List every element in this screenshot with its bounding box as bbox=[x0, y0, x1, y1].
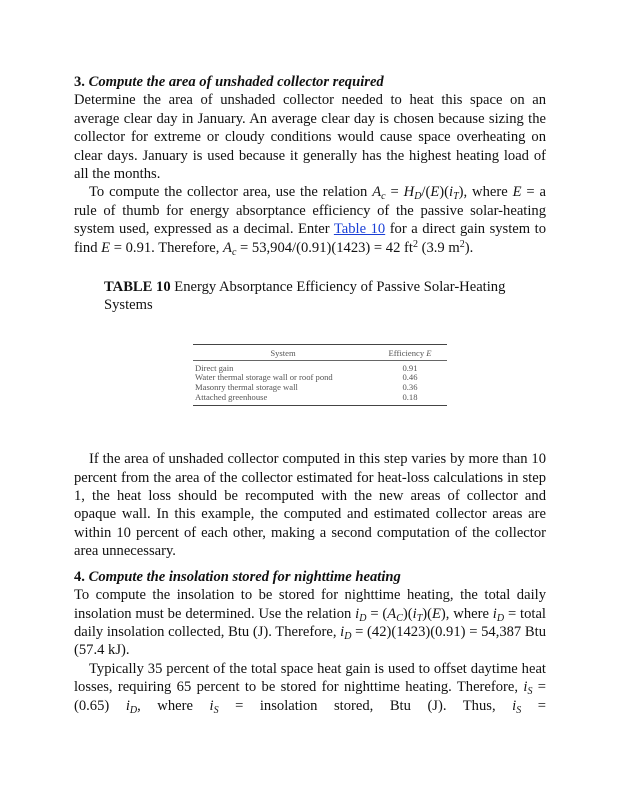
text-segment: c bbox=[381, 191, 386, 203]
text-segment: for a direct gain system to find bbox=[74, 221, 546, 256]
efficiency-table bbox=[193, 344, 447, 406]
text-segment: c bbox=[231, 246, 237, 258]
text-segment: )( bbox=[439, 184, 449, 201]
para-2 bbox=[74, 183, 546, 257]
system-cell: Water thermal storage wall or roof pond bbox=[195, 372, 333, 383]
text-segment: i bbox=[355, 605, 360, 622]
text-segment: = bbox=[521, 697, 546, 714]
text-segment: S bbox=[213, 704, 219, 716]
table-row bbox=[193, 393, 447, 406]
para-1 bbox=[74, 91, 546, 183]
text-segment: A bbox=[387, 605, 397, 622]
efficiency-cell: 0.46 bbox=[402, 372, 418, 383]
text-segment: S bbox=[516, 704, 522, 716]
text-segment: )( bbox=[422, 605, 432, 622]
text-segment: D bbox=[496, 612, 505, 624]
text-segment: = insolation stored, Btu (J). Thus, bbox=[218, 697, 513, 714]
text-segment: C bbox=[396, 612, 403, 624]
text-segment: To compute the collector area, use the relation bbox=[89, 184, 373, 201]
text-segment: A bbox=[223, 239, 232, 256]
text-segment: = bbox=[385, 184, 404, 201]
text-segment: If the area of unshaded collector computed in this step varies by more than 10 percent from the area of the collector estimated for heat-loss calculations in step 1, the heat loss should be recomputed with the new areas of collector and opaque wall. In this example, the computed and estimated collector areas are within 10 percent of each other, making a second computation of the collector area unnecessary. bbox=[74, 451, 546, 560]
text-segment: i bbox=[340, 623, 345, 640]
text-segment: i bbox=[412, 605, 417, 622]
text-segment: H bbox=[403, 184, 415, 201]
para-4 bbox=[74, 586, 546, 660]
col-system: System bbox=[270, 347, 296, 358]
text-segment: = 0.91. Therefore, bbox=[110, 239, 224, 256]
table-caption bbox=[104, 278, 546, 315]
heading-4 bbox=[74, 568, 546, 586]
efficiency-cell: 0.91 bbox=[402, 362, 418, 373]
text-segment: i bbox=[492, 605, 497, 622]
text-segment: = a rule of thumb for energy absorptance efficiency of the passive solar-heating system used, expressed as a decimal. Enter bbox=[74, 184, 546, 238]
text-segment: = (42)(1423)(0.91) = 54,387 Btu (57.4 kJ). bbox=[74, 623, 546, 659]
table-caption-text: Energy Absorptance Efficiency of Passive Solar-Heating Systems bbox=[104, 279, 506, 314]
text-segment: E bbox=[431, 605, 441, 622]
text-segment: D bbox=[129, 704, 138, 716]
text-segment: Compute the area of unshaded collector required bbox=[84, 74, 384, 90]
text-segment: D bbox=[359, 612, 367, 624]
text-segment: i bbox=[523, 679, 528, 696]
para-5 bbox=[74, 660, 546, 715]
text-segment: E bbox=[512, 184, 522, 201]
text-segment: = total daily insolation collected, Btu (J). Therefore, bbox=[74, 605, 546, 640]
text-segment: E bbox=[101, 239, 111, 256]
text-segment: , where bbox=[137, 697, 210, 714]
efficiency-cell: 0.36 bbox=[402, 382, 418, 393]
text-segment: S bbox=[527, 686, 533, 698]
col-efficiency bbox=[373, 344, 447, 360]
text-segment: ). bbox=[464, 239, 474, 256]
system-cell: Attached greenhouse bbox=[195, 391, 268, 402]
text-segment: Determine the area of unshaded collector needed to heat this space on an average clear day in January. An average clear day is chosen because sizing the collector for extreme or cloudy conditions would cause space overheating on clear days. January is used because it generally has the highest heating load of all the months. bbox=[74, 92, 546, 183]
text-segment: To compute the insolation to be stored for nighttime heating, the total daily insolation must be determined. Use the relation bbox=[74, 587, 546, 622]
text-segment: )( bbox=[402, 605, 413, 622]
text-segment: T bbox=[453, 191, 459, 203]
text-segment: E bbox=[430, 184, 440, 201]
text-segment: 2 bbox=[459, 238, 465, 250]
text-segment: A bbox=[372, 184, 382, 201]
para-3 bbox=[74, 450, 546, 560]
system-cell: Direct gain bbox=[195, 362, 234, 373]
table-10-link[interactable]: Table 10 bbox=[333, 221, 386, 238]
text-segment: = 53,904/(0.91)(1423) = 42 ft bbox=[236, 239, 413, 256]
text-segment: T bbox=[416, 612, 423, 624]
text-segment: = ( bbox=[366, 605, 388, 622]
heading-3 bbox=[74, 73, 546, 91]
text-segment: i bbox=[209, 697, 214, 714]
text-segment: Compute the insolation stored for nighttime heating bbox=[84, 568, 401, 585]
text-segment: i bbox=[449, 184, 454, 201]
text-segment: ), where bbox=[458, 184, 513, 201]
text-segment: 4. bbox=[74, 568, 85, 585]
text-segment: 3. bbox=[74, 74, 85, 90]
text-segment: i bbox=[125, 697, 130, 714]
text-segment: D bbox=[344, 630, 352, 642]
text-segment: (3.9 m bbox=[417, 239, 460, 256]
table-header-row bbox=[193, 344, 447, 360]
text-segment: ), where bbox=[440, 605, 493, 622]
text-segment: D bbox=[414, 191, 422, 203]
text-segment: Typically 35 percent of the total space heat gain is used to offset daytime heat losses, requiring 65 percent to be stored for nighttime heating. Therefore, bbox=[74, 660, 546, 696]
text-segment: = (0.65) bbox=[74, 679, 546, 714]
efficiency-cell: 0.18 bbox=[402, 391, 418, 402]
page-body bbox=[74, 73, 546, 715]
table-label: TABLE 10 bbox=[104, 279, 171, 296]
text-segment: /( bbox=[421, 184, 431, 201]
text-segment: i bbox=[512, 697, 517, 714]
text-segment: 2 bbox=[412, 238, 418, 250]
col-efficiency-var: E bbox=[426, 347, 432, 358]
system-cell: Masonry thermal storage wall bbox=[195, 382, 298, 393]
col-efficiency-label: Efficiency bbox=[388, 347, 427, 358]
